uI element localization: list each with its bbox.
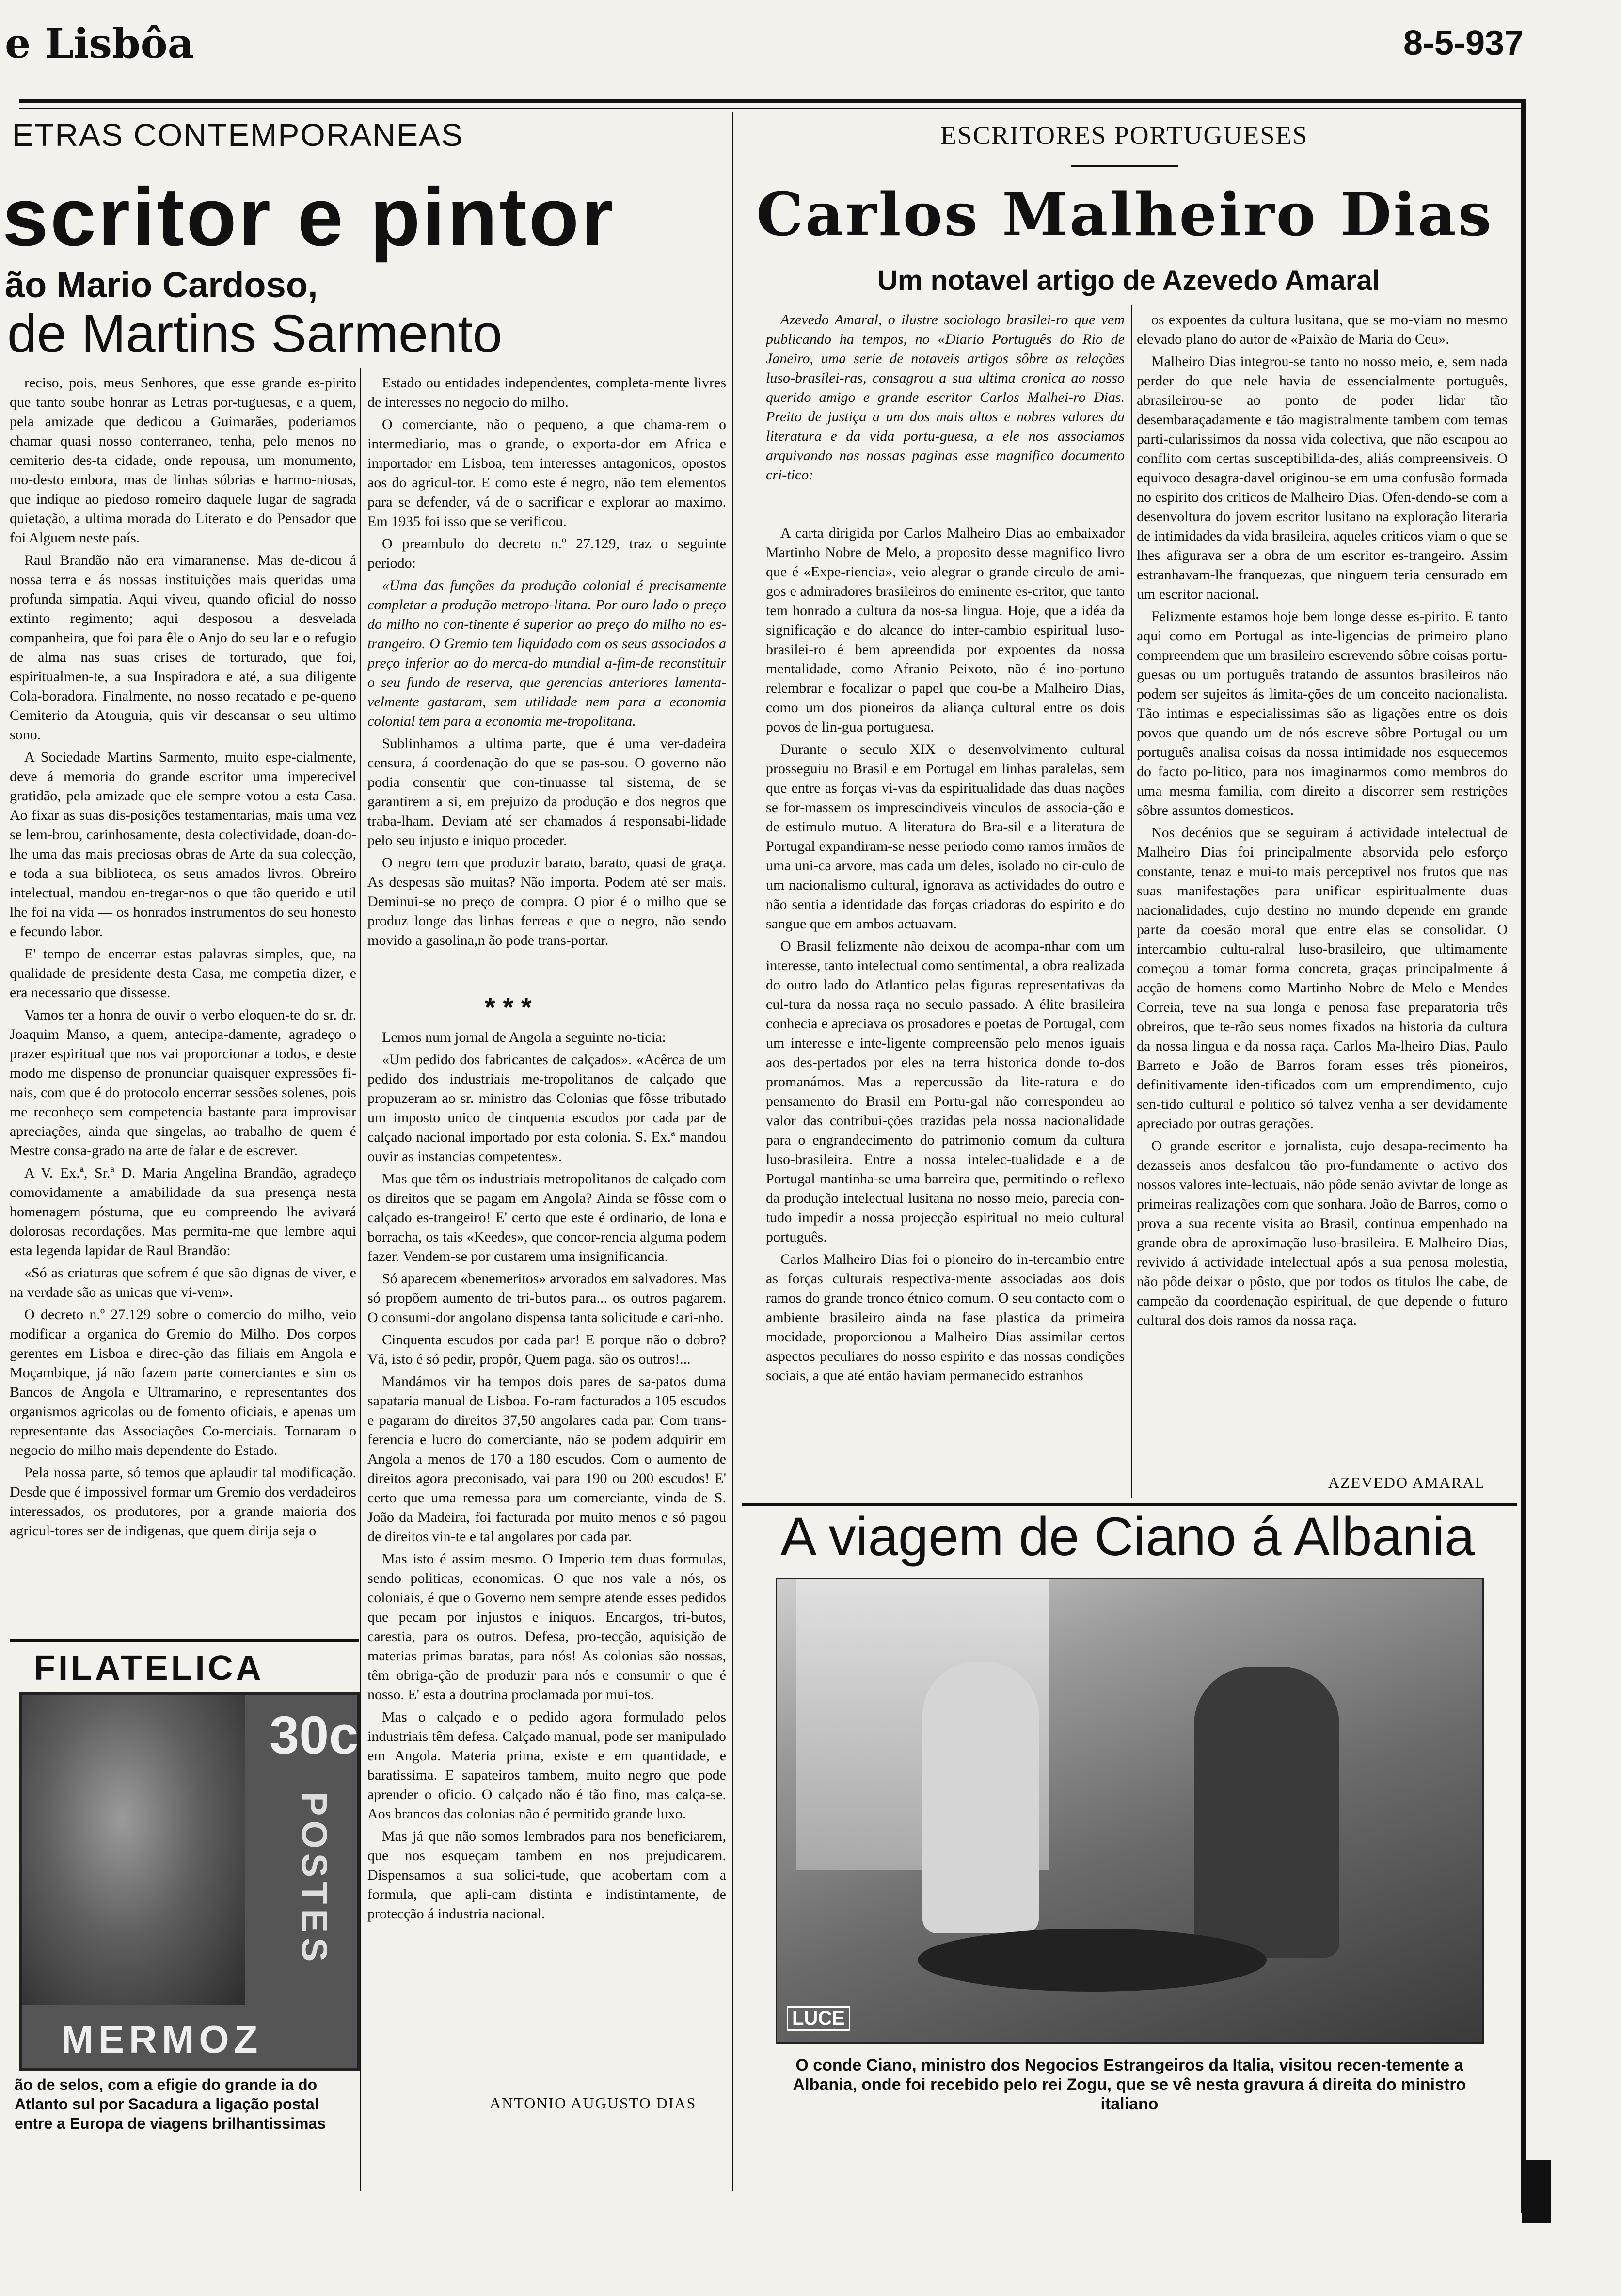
right-section-label: ESCRITORES PORTUGUESES [940,121,1308,150]
masthead-city: e Lisbôa [5,19,194,67]
right-margin-rule [1521,99,1526,2213]
paragraph: O grande escritor e jornalista, cujo desapa-recimento ha dezasseis anos desfalcou tão pro-fundamente o activo dos nossos valores inte-lectuais, não pôde senão avivtar de longe as primeiras realizações com que sonhara. João de Barros, como o prova a sua recente visita ao Brasil, continua empenhado na grande obra de aproximação luso-brasileira. E Malheiro Dias, revivido á actividade intelectual após a sua penosa molestia, não pôde deixar o pôsto, que por todos os titulos lhe cabe, de campeão da coordenação espiritual, de que depende o futuro cultural dos dois ramos da nossa raça. [1137,1138,1508,1328]
top-rule-thin [19,108,1522,109]
left-article-subtitle: ão Mario Cardoso, [5,265,318,305]
stamp-value: 30c [270,1706,359,1765]
photo-credit: LUCE [787,2006,850,2031]
filatelica-stamp [19,1692,360,2071]
right-column-2 [1137,310,1508,1469]
paragraph: reciso, pois, meus Senhores, que esse grande es-pirito que tanto soube honrar as Letras por-tuguesas, e a quem, pela amizade que dedicou a Guimarães, poderiamos chamar quasi nosso conterraneo, tenha, pelo menos no cemiterio des-ta cidade, onde repousa, um monumento, mo-desto embora, mas de linhas sóbrias e harmo-niosas, que indique ao piedoso romeiro daquele lugar de sagrada quietação, a ultima morada do Literato e do Pensador que foi Alguem neste país. [10,375,356,546]
right-section-rule [1071,165,1178,167]
paragraph: Pela nossa parte, só temos que aplaudir tal modificação. Desde que é impossivel formar um Gremio dos verdadeiros interessados, os produtores, por a grande maioria dos agricul-tores ser de indigenas, que quem dirija seja o [10,1465,356,1539]
paragraph: Carlos Malheiro Dias foi o pioneiro do in-tercambio entre as forças culturais respectiva-mente associadas aos dois ramos do grande tronco étnico comum. O seu contacto com o ambiente brasileiro ainda na fase plastica da primeira mocidade, proporcionou a Malheiro Dias assimilar certos aspectos peculiares do nosso espirito e das nossas condições sociais, a que até então haviam permanecido estranhos [766,1251,1125,1384]
paragraph: Mas o calçado e o pedido agora formulado pelos industriais têm defesa. Calçado manual, pode ser manipulado em Angola. Materia prima, existe e em quantidade, e baratissima. E sapateiros tambem, muito negro que pode aprender o oficio. O calçado não é tão fino, mas calça-se. Aos brancos das colonias não é permitido grande luxo. [367,1709,726,1822]
paragraph: Sublinhamos a ultima parte, que é uma ver-dadeira censura, á coordenação do que se pas-sou. O governo não podia consentir que con-tinuasse tal sistema, de se garantirem a si, em prejuizo da produção e dos negros que traba-lham. Deviam até ser chamados á responsabi-lidade pelo seu injusto e iniquo proceder. [367,735,726,848]
paragraph: O negro tem que produzir barato, barato, quasi de graça. As despesas são muitas? Não importa. Podem até ser mais. Deminui-se no preço de compra. O pior é o milho que se produz longe das linhas ferreas e que o negro, não sendo movido a gasolina,n ão pode trans-portar. [367,855,726,948]
paragraph: Só aparecem «benemeritos» arvorados em salvadores. Mas só propõem aumento de tri-butos para... os outros pagarem. O consumi-dor angolano dispensa tanta solicitude e cari-nho. [367,1271,726,1325]
paragraph: E' tempo de encerrar estas palavras simples, que, na qualidade de presidente desta Casa, me competia dizer, e era necessario que dissesse. [10,946,356,1001]
paragraph: Mas isto é assim mesmo. O Imperio tem duas formulas, sendo politicas, economicas. O que nos vale a nós, os coloniais, é que o Governo nem sempre atende esses pedidos que pecam por injustos e iniquos. Encargos, tri-butos, carestia, para os outros. Defesa, pro-tecção, aquisição de materias primas baratas, para nós! As colonias são nossas, têm obriga-ção de produzir para nós e consumir o que é nosso. E' esta a doutrina proclamada por mui-tos. [367,1551,726,1703]
ciano-title: A viagem de Ciano á Albania [780,1506,1475,1567]
stamp-vertical-text: POSTES [294,1792,334,1967]
paragraph: os expoentes da cultura lusitana, que se mo-viam no mesmo elevado plano do autor de «Paixão de Maria do Ceu». [1137,312,1508,347]
paragraph: O preambulo do decreto n.º 27.129, traz o seguinte periodo: [367,536,726,571]
right-article-author: AZEVEDO AMARAL [1328,1474,1485,1491]
paragraph: Mas já que não somos lembrados para nos beneficiarem, que nos esqueçam tambem en nos prejudicarem. Dispensamos a sua solici-tude, que acobertam com a formula, que apli-cam distinta e indistintamente, de protecção á industria nacional. [367,1828,726,1922]
right-intro [766,310,1125,485]
right-article-subtitle: Um notavel artigo de Azevedo Amaral [877,265,1380,296]
paragraph: Malheiro Dias integrou-se tanto no nosso meio, e, sem nada perder do que nele havia de essencialmente português, abrasileirou-se ao ponto de poder lidar tão desembaraçadamente e tão magistralmente tambem com temas parti-cularissimos da nossa vida colectiva, que não escapou ao conflito com certas susceptibilida-des, aliás compreensiveis. O equivoco desagra-davel originou-se em uma confusão formada no espirito dos criticos de Malheiro Dias. Ofen-dendo-se com a desenvoltura do jovem escritor lusitano na exploração literaria de intimidades da vida brasileira, aqueles criticos viam o que se lhes afigurava ser a obra de um escritor es-trangeiro. Assim estranhavam-lhe franquezas, que ninguem teria censurado em um escritor nacional. [1137,353,1508,602]
paragraph: O comerciante, não o pequeno, a que chama-rem o intermediario, mas o grande, o exporta-dor em Africa e importador em Lisboa, tem interesses antagonicos, opostos aos do agricul-tor. E como este é negro, não tem elementos para se defender, vá de o sacrificar e explorar ao maximo. Em 1935 foi isso que se verificou. [367,416,726,529]
ciano-caption: O conde Ciano, ministro dos Negocios Estrangeiros da Italia, visitou recen-temente a Albania, onde foi recebido pelo rei Zogu, que se vê nesta gravura á direita do ministro italiano [793,2056,1466,2113]
filatelica-top-rule [10,1639,359,1642]
paragraph: Vamos ter a honra de ouvir o verbo eloquen-te do sr. dr. Joaquim Manso, a quem, antecipa-damente, agradeço o prazer espiritual que nos vai proporcionar a todos, e deste modo me dispenso de pronunciar quaisquer expressões fi-nais, com que é do protocolo encerrar sessões solenes, pois me reconheço sem competencia bastante para improvisar apreciações, ainda que singelas, ao trabalho de quem é Mestre consa-grado na arte de falar e de escrever. [10,1007,356,1159]
paragraph: Durante o seculo XIX o desenvolvimento cultural prosseguiu no Brasil e em Portugal em linhas paralelas, sem que entre as forças vi-vas da espiritualidade das duas nações se for-massem os imprescindiveis vinculos de associa-ção e de estimulo mutuo. A literatura do Bra-sil e a literatura de Portugal expandiram-se nesse periodo como ramos irmãos de uma uni-ca arvore, mas cada um deles, isolado no cir-culo de um nacionalismo cultural, ignorava as actividades do outro e não sentia a identidade das forças criadoras do espirito e do sangue que em ambos actuavam. [766,741,1125,932]
right-article-title: Carlos Malheiro Dias [756,179,1494,249]
paragraph: Felizmente estamos hoje bem longe desse es-pirito. E tanto aqui como em Portugal as inte-ligencias de primeiro plano compreendem que um brasileiro escrevendo sôbre coisas portu-guesas ou um português tratando de assuntos brasileiros não podem ser sujeitos ás limita-ções de um conceito nacionalista. Tão intimas e especialissimas são as ligações entre os dois povos que quando um de nós escreve sôbre Portugal ou um português analisa coisas da nossa intimidade nos esquecemos do facto po-litico, para nos imaginarmos como membros do uma mesma familia, com direito a discorrer sem restrições sôbre assuntos domesticos. [1137,608,1508,818]
column-divider [732,112,733,2191]
left-section-label: ETRAS CONTEMPORANEAS [12,117,464,153]
masthead-date: 8-5-937 [1403,24,1524,63]
filatelica-caption: ão de selos, com a efigie do grande ia do Atlanto sul por Sacadura a ligação postal entre a Europa de viagens brilhantissimas [15,2076,326,2132]
paragraph: «Uma das funções da produção colonial é precisamente completar a produção metropo-litana. Por ouro lado o preço do milho no con-tinente é superior ao preço do milho no es-trangeiro. O Gremio tem liquidado com os seus associados a preço inferior ao do merca-do mundial a-fim-de reconstituir o seu fundo de reserva, que gerencias anteriores lamenta-velmente gastaram, sem utilidade nem para a economia colonial tem para a economia me-tropolitana. [367,577,726,729]
paragraph: Azevedo Amaral, o ilustre sociologo brasilei-ro que vem publicando ha tempos, no «Diario Português do Rio de Janeiro, uma serie de notaveis artigos sôbre as relações luso-brasilei-ras, consagrou a sua ultima cronica ao nosso querido amigo e grande escritor Carlos Malhei-ro Dias. Preito de justiça a um dos mais altos e nobres valores da literatura e da vida portu-guesa, a ele nos associamos arquivando nas nossas paginas esse magnifico documento cri-tico: [766,312,1125,483]
paragraph: «Um pedido dos fabricantes de calçados». «Acêrca de um pedido dos industriais me-tropolitanos de calçado que propuzeram ao sr. ministro das Colonias que fôsse tributado um imposto unico de cinquenta escudos por cada par de calçado nacional importado por esta colonia. S. Ex.ª mandou ouvir as instancias competentes». [367,1052,726,1164]
stamp-portrait [22,1695,245,2005]
paragraph: O Brasil felizmente não deixou de acompa-nhar com um interesse, tanto intelectual como sentimental, a obra realizada do outro lado do Atlantico pelas figuras representativas da cul-tura da nossa raça no seculo passado. A élite brasileira conhecia e apreciava os prosadores e poetas de Portugal, com um interesse e inte-ligente compreensão pelo menos iguais aos des-pertados por eles na terra historica donde to-dos promanámos. Mas a repercussão da lite-ratura e do pensamento do Brasil em Portu-gal não correspondeu ao valor das contribui-ções trazidas pela nossa nacionalidade para o engrandecimento do patrimonio comum da cultura luso-brasileira. Entre a nossa intelec-tualidade e a de Portugal mantinha-se uma barreira que, permitindo o reflexo da produção intelectual lusitana no nosso meio, parecia con-tudo impedir a nossa projecção espiritual no meio cultural português. [766,938,1125,1245]
stamp-name: MERMOZ [61,2018,263,2061]
paragraph: «Só as criaturas que sofrem é que são dignas de viver, e na verdade são as unicas que vi-vem». [10,1265,356,1300]
paragraph: Mandámos vir ha tempos dois pares de sa-patos duma sapataria manual de Lisboa. Fo-ram facturados a 105 escudos e pagaram do direitos 37,50 angolares cada par. Com trans-ferencia e lucro do comerciante, não se podem adquirir em Angola a menos de 170 a 180 escudos. Com o aumento de direitos agora preconisado, vai para 190 ou 200 escudos! E' certo que uma remessa para um comerciante, vinda de S. João da Madeira, foi facturada por muito menos e só pagou de direitos vin-te e tal angolares por cada par. [367,1373,726,1545]
paragraph: Lemos num jornal de Angola a seguinte no-ticia: [382,1029,666,1045]
paragraph: Mas que têm os industriais metropolitanos de calçado com os direitos que se pagam em Angola? Ainda se fôsse com o calçado es-trangeiro! E' certo que este é ordinario, de lona e borracha, os tais «Keedes», que concor-rencia alguma podem fazer. Vendem-se por custarem uma insignificancia. [367,1171,726,1264]
paragraph: Estado ou entidades independentes, completa-mente livres de interesses no negocio do milho. [367,375,726,410]
paragraph: Cinquenta escudos por cada par! E porque não o dobro? Vá, isto é só pedir, propôr, Quem paga. são os outros!... [367,1332,726,1367]
left-article-subtitle2: de Martins Sarmento [7,304,502,364]
paragraph: Raul Brandão não era vimaranense. Mas de-dicou á nossa terra e ás nossas instituições mais queridas uma profunda simpatia. Aqui viveu, quando oficial do nosso extinto regimento; aqui desposou a desvelada companheira, que foi para êle o Anjo do seu lar e o refugio de alma nas suas crises de torturado, que foi, espiritualmen-te, a sua Inspiradora e até, a sua diligente Cola-boradora. Finalmente, no nosso recatado e pe-queno Cemiterio da Atouguia, quis vir descansar o seu ultimo sono. [10,552,356,743]
right-inner-divider [1131,305,1132,1498]
paragraph: A carta dirigida por Carlos Malheiro Dias ao embaixador Martinho Nobre de Melo, a proposito desse magnifico livro que é «Expe-riencia», veio alegrar o grande circulo de ami-gos e admiradores brasileiros do eminente es-critor, que tanto tem honrado a cultura da nos-sa lingua. Hoje, que a idéa da significação e do alcance do inter-cambio espiritual luso-brasilei-ro é bem apreendida por expoentes da nossa mentalidade, como Afranio Peixoto, não é ino-portuno relembrar e focalizar o papel que cou-be a Malheiro Dias, como um dos pioneiros da aliança cultural entre os dois povos de lin-gua portuguesa. [766,525,1125,735]
left-column-1 [10,373,356,1634]
filatelica-title: FILATELICA [34,1649,264,1688]
section-stars: * * * [485,992,532,1022]
left-article-title: scritor e pintor [2,171,615,263]
photo-table [918,1929,1267,1992]
left-column-2 [367,373,726,989]
photo-figure-right [1194,1667,1339,1958]
paragraph: O decreto n.º 27.129 sobre o comercio do milho, veio modificar a organica do Gremio do Milho. Dos corpos gerentes em Lisboa e direc-ção das filiais em Angola e Moçambique, já não fazem parte comerciantes e sim os Bancos de Angola e Ultramarino, e representantes dos organismos agricolas ou de fomento oficiais, e apenas um representante das Associações Co-merciais. Tornaram o negocio do milho mais dependente do Estado. [10,1307,356,1458]
left-article-author: ANTONIO AUGUSTO DIAS [490,2094,697,2112]
photo-figure-left [922,1662,1039,1933]
top-rule-thick [19,99,1522,103]
right-column-1 [766,524,1125,1498]
right-margin-block [1522,2160,1551,2223]
ciano-photo [776,1578,1484,2044]
left-column-2b [367,1028,726,2080]
left-inner-divider [360,368,361,2191]
paragraph: Nos decénios que se seguiram á actividade intelectual de Malheiro Dias foi principalmente absorvida pelo esforço constante, tenaz e mui-to mais perceptivel nos frutos que nas suas manifestações para unificar espiritualmente duas nacionalidades, cujo destino no mundo depende em grande parte da coesão moral que entre elas se consolidar. O intercambio cultu-ralral luso-brasileiro, que ultimamente começou a tomar forma concreta, graças principalmente á acção de homens como Martinho Nobre de Melo e Mendes Correia, teve na sua longa e penosa fase preparatoria três obreiros, que te-rão seus nomes fixados na historia da cultura da nossa lingua e da nossa raça. Carlos Ma-lheiro Dias, Paulo Barreto e João de Barros foram esses três pioneiros, definitivamente iden-tificados com um emprendimento, cujo sen-tido cultural e politico só talvez venha a ser devidamente apreciado por outras gerações. [1137,825,1508,1132]
paragraph: A V. Ex.ª, Sr.ª D. Maria Angelina Brandão, agradeço comovidamente a amabilidade da sua presença nesta homenagem póstuma, que eu compreendo lhe avivará dolorosas recordações. Mas permita-me que lembre aqui esta legenda lapidar de Raul Brandão: [10,1165,356,1259]
paragraph: A Sociedade Martins Sarmento, muito espe-cialmente, deve á memoria do grande escritor uma imperecivel gratidão, pela amizade que ele sempre votou a esta Casa. Ao fixar as suas dis-posições testamentarias, mais uma vez se lem-brou, carinhosamente, desta colectividade, doan-do-lhe uma das mais preciosas obras de Arte da sua colecção, e toda a sua biblioteca, os seus amados livros. Obreiro intelectual, mandou en-tregar-nos o que tão querido e util lhe foi na vida — os honrados instrumentos do seu honesto e fecundo labor. [10,749,356,940]
